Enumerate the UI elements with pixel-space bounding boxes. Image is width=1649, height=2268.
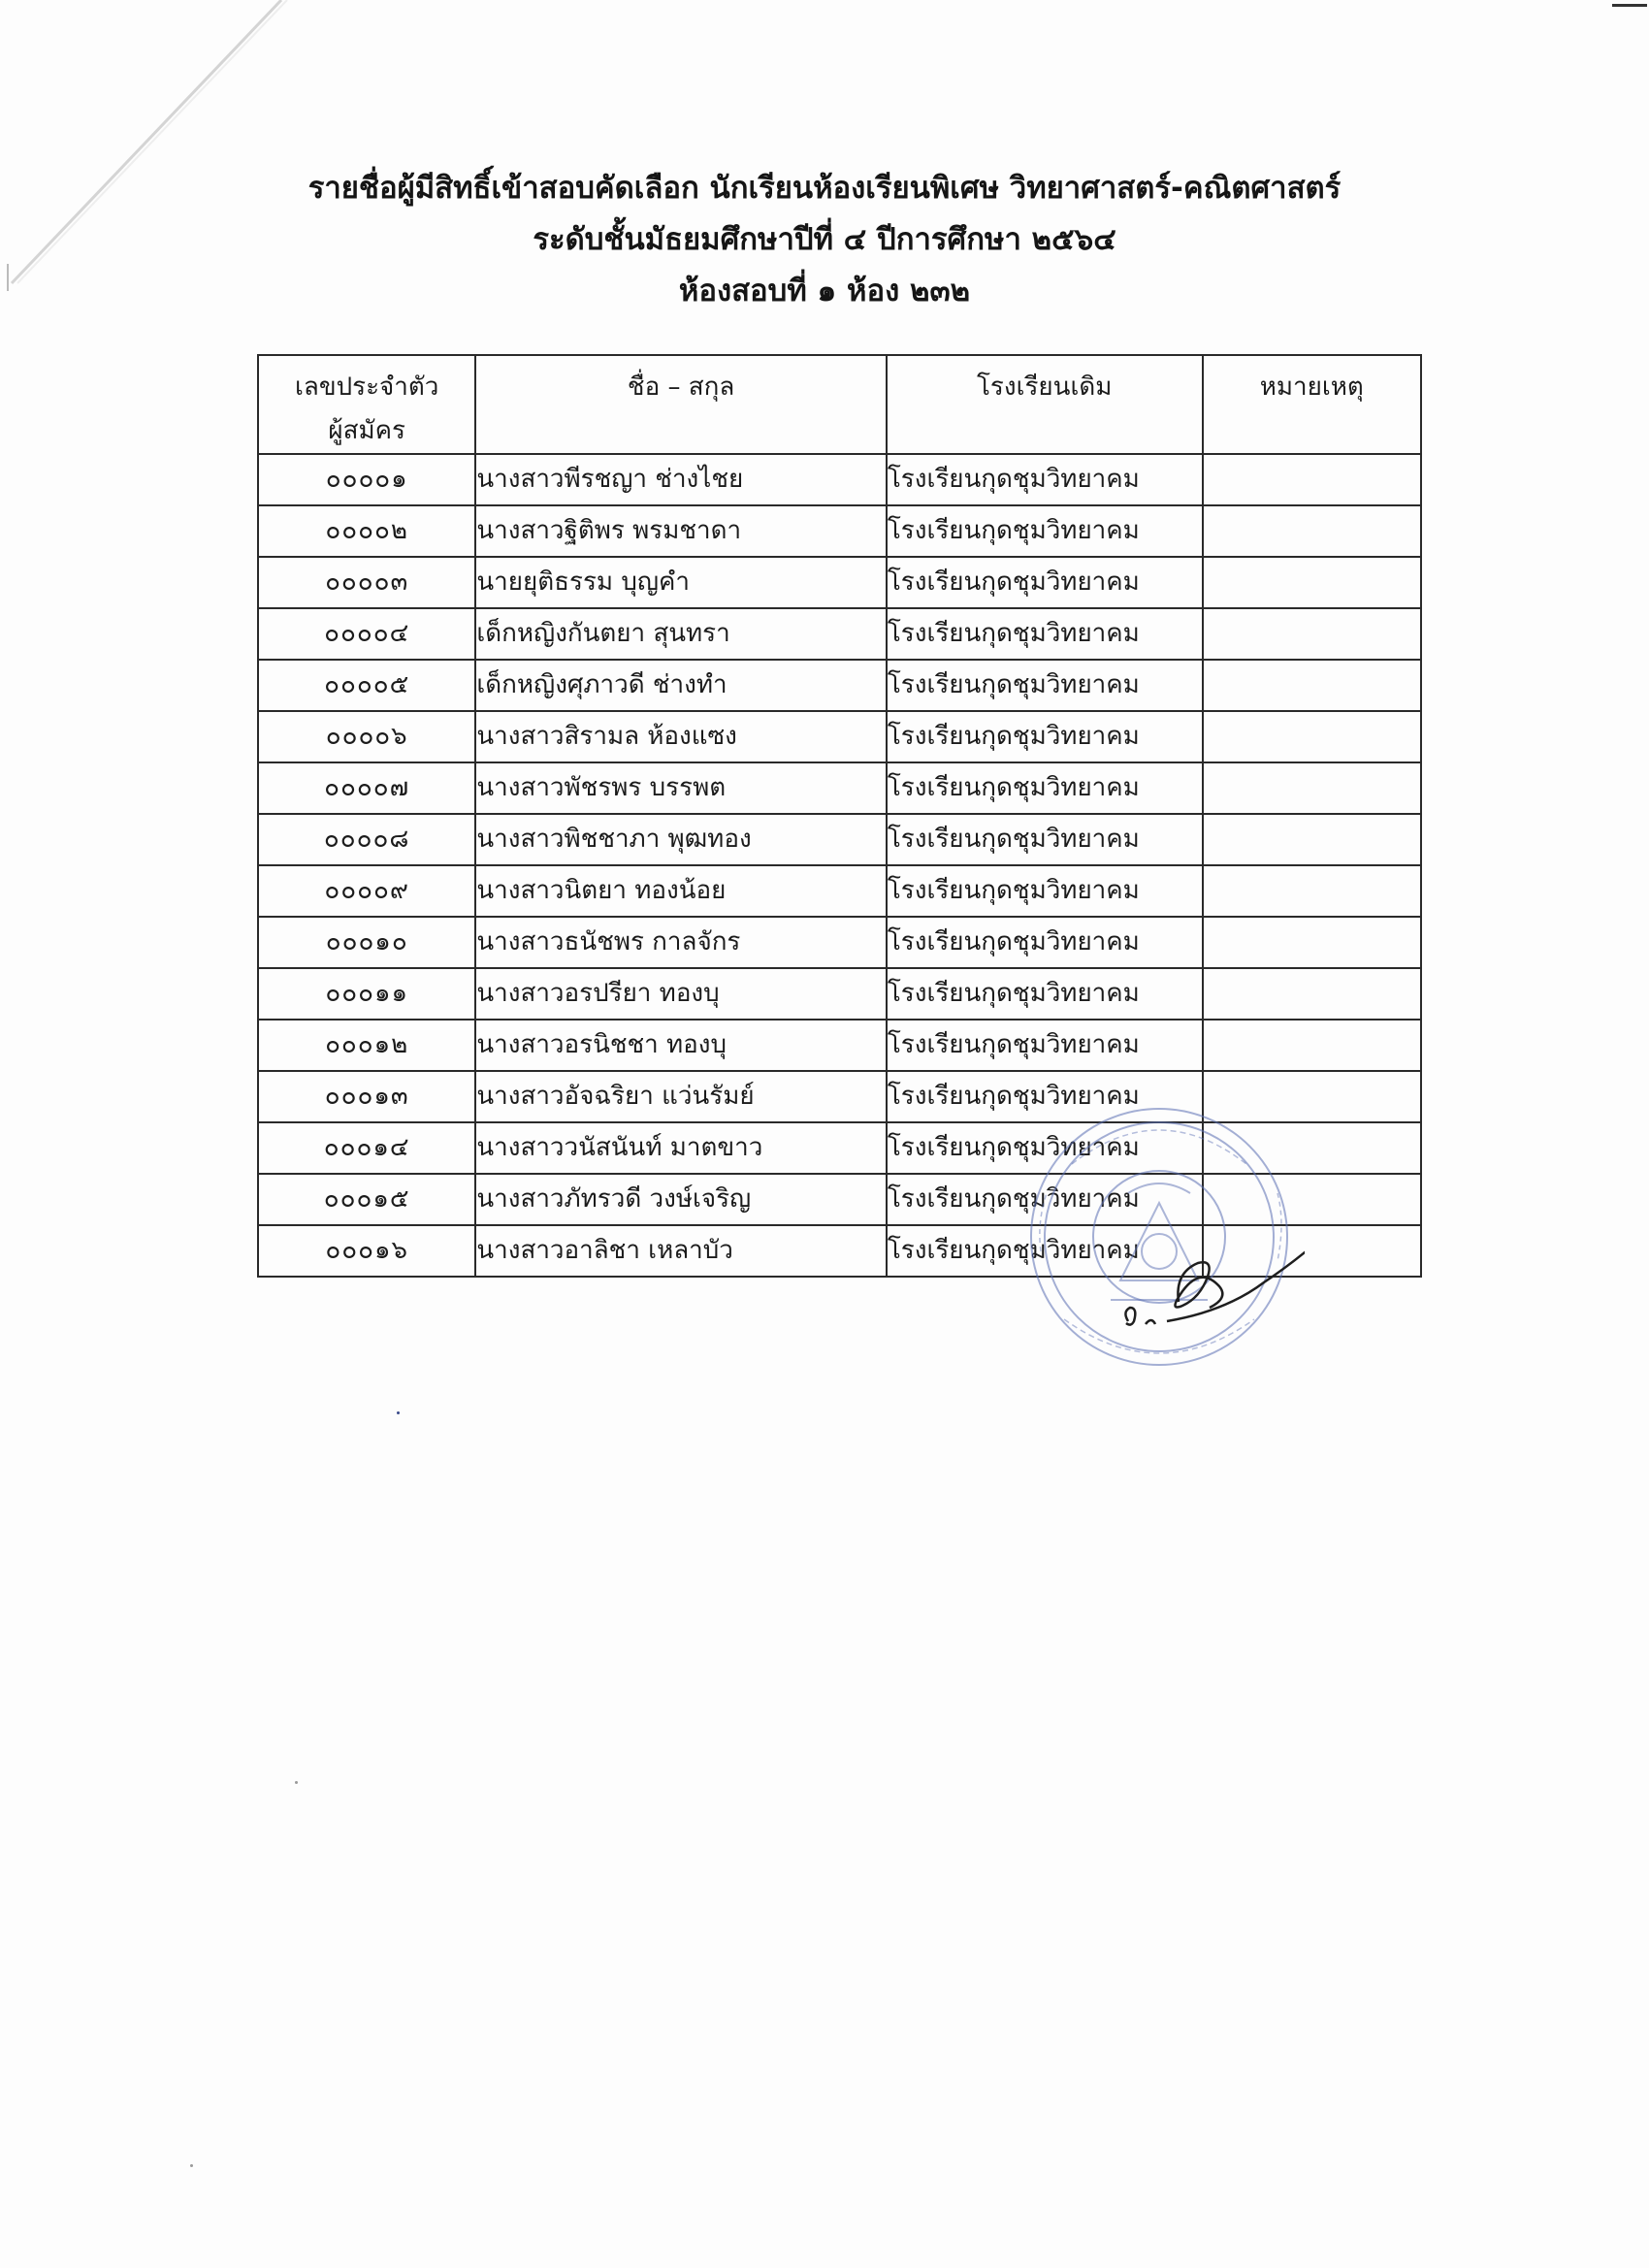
cell-name: นางสาวฐิติพร พรมชาดา: [475, 505, 886, 557]
table-row: [258, 557, 1421, 608]
cell-remark: [1203, 1225, 1421, 1277]
cell-name: นางสาวอรปรียา ทองบุ: [475, 968, 886, 1020]
cell-name: เด็กหญิงศุภาวดี ช่างทำ: [475, 660, 886, 711]
table-row: [258, 505, 1421, 557]
column-header-id-line1: เลขประจำตัว: [295, 373, 439, 402]
cell-remark: [1203, 1020, 1421, 1071]
cell-remark: [1203, 1122, 1421, 1174]
cell-id: ๐๐๐๑๓: [258, 1071, 475, 1122]
cell-remark: [1203, 505, 1421, 557]
cell-remark: [1203, 557, 1421, 608]
table-row: [258, 865, 1421, 917]
scan-speck: [295, 1781, 298, 1784]
table-row: [258, 917, 1421, 968]
table-header-row: [258, 355, 1421, 454]
column-header-id: [258, 355, 475, 454]
cell-id: ๐๐๐๐๕: [258, 660, 475, 711]
column-header-remark: หมายเหตุ: [1203, 355, 1421, 454]
table-row: [258, 660, 1421, 711]
cell-remark: [1203, 1174, 1421, 1225]
cell-id: ๐๐๐๑๒: [258, 1020, 475, 1071]
scan-edge-mark: [1612, 4, 1647, 7]
scan-speck: [397, 1411, 400, 1414]
cell-school: โรงเรียนกุดชุมวิทยาคม: [887, 505, 1203, 557]
cell-id: ๐๐๐๑๕: [258, 1174, 475, 1225]
cell-name: นางสาวอรนิชชา ทองบุ: [475, 1020, 886, 1071]
cell-remark: [1203, 814, 1421, 865]
table-row: [258, 1174, 1421, 1225]
cell-name: นางสาวพีรชญา ช่างไชย: [475, 454, 886, 505]
cell-id: ๐๐๐๐๓: [258, 557, 475, 608]
cell-remark: [1203, 660, 1421, 711]
cell-id: ๐๐๐๑๔: [258, 1122, 475, 1174]
cell-school: โรงเรียนกุดชุมวิทยาคม: [887, 557, 1203, 608]
column-header-school: โรงเรียนเดิม: [887, 355, 1203, 454]
cell-school: โรงเรียนกุดชุมวิทยาคม: [887, 814, 1203, 865]
column-header-id-line2: ผู้สมัคร: [328, 416, 405, 445]
cell-id: ๐๐๐๑๐: [258, 917, 475, 968]
cell-remark: [1203, 454, 1421, 505]
cell-id: ๐๐๐๐๑: [258, 454, 475, 505]
cell-name: นางสาวธนัชพร กาลจักร: [475, 917, 886, 968]
cell-school: โรงเรียนกุดชุมวิทยาคม: [887, 711, 1203, 762]
cell-school: โรงเรียนกุดชุมวิทยาคม: [887, 660, 1203, 711]
cell-name: นางสาวพิชชาภา พุฒทอง: [475, 814, 886, 865]
cell-school: โรงเรียนกุดชุมวิทยาคม: [887, 454, 1203, 505]
title-line-3: ห้องสอบที่ ๑ ห้อง ๒๓๒: [678, 274, 971, 308]
cell-id: ๐๐๐๐๔: [258, 608, 475, 660]
cell-name: นางสาวนิตยา ทองน้อย: [475, 865, 886, 917]
table-row: [258, 1071, 1421, 1122]
cell-id: ๐๐๐๐๙: [258, 865, 475, 917]
table-row: [258, 968, 1421, 1020]
cell-name: นางสาวพัชรพร บรรพต: [475, 762, 886, 814]
scan-speck: [190, 2164, 193, 2167]
cell-school: โรงเรียนกุดชุมวิทยาคม: [887, 1174, 1203, 1225]
table-row: [258, 454, 1421, 505]
cell-remark: [1203, 762, 1421, 814]
cell-remark: [1203, 865, 1421, 917]
cell-name: นางสาวภัทรวดี วงษ์เจริญ: [475, 1174, 886, 1225]
cell-name: นางสาวอัจฉริยา แว่นรัมย์: [475, 1071, 886, 1122]
title-line-1: รายชื่อผู้มีสิทธิ์เข้าสอบคัดเลือก นักเรียนห้องเรียนพิเศษ วิทยาศาสตร์-คณิตศาสตร์: [307, 171, 1342, 206]
cell-name: นางสาววนัสนันท์ มาตขาว: [475, 1122, 886, 1174]
cell-name: นายยุติธรรม บุญคำ: [475, 557, 886, 608]
table-row: [258, 1020, 1421, 1071]
cell-name: เด็กหญิงกันตยา สุนทรา: [475, 608, 886, 660]
cell-name: นางสาวอาลิชา เหลาบัว: [475, 1225, 886, 1277]
cell-school: โรงเรียนกุดชุมวิทยาคม: [887, 968, 1203, 1020]
cell-remark: [1203, 608, 1421, 660]
cell-school: โรงเรียนกุดชุมวิทยาคม: [887, 762, 1203, 814]
cell-remark: [1203, 1071, 1421, 1122]
cell-id: ๐๐๐๐๘: [258, 814, 475, 865]
candidate-table: [257, 354, 1422, 1278]
table-row: [258, 762, 1421, 814]
cell-remark: [1203, 917, 1421, 968]
cell-id: ๐๐๐๑๖: [258, 1225, 475, 1277]
cell-id: ๐๐๐๑๑: [258, 968, 475, 1020]
column-header-name: ชื่อ – สกุล: [475, 355, 886, 454]
cell-school: โรงเรียนกุดชุมวิทยาคม: [887, 1225, 1203, 1277]
cell-school: โรงเรียนกุดชุมวิทยาคม: [887, 917, 1203, 968]
cell-remark: [1203, 968, 1421, 1020]
cell-school: โรงเรียนกุดชุมวิทยาคม: [887, 1020, 1203, 1071]
cell-school: โรงเรียนกุดชุมวิทยาคม: [887, 1071, 1203, 1122]
cell-remark: [1203, 711, 1421, 762]
cell-id: ๐๐๐๐๖: [258, 711, 475, 762]
table-row: [258, 711, 1421, 762]
table-row: [258, 814, 1421, 865]
cell-id: ๐๐๐๐๗: [258, 762, 475, 814]
table-row: [258, 608, 1421, 660]
document-header: [194, 163, 1455, 317]
cell-school: โรงเรียนกุดชุมวิทยาคม: [887, 1122, 1203, 1174]
cell-id: ๐๐๐๐๒: [258, 505, 475, 557]
cell-school: โรงเรียนกุดชุมวิทยาคม: [887, 865, 1203, 917]
cell-name: นางสาวสิรามล ห้องแซง: [475, 711, 886, 762]
title-line-2: ระดับชั้นมัธยมศึกษาปีที่ ๔ ปีการศึกษา ๒๕๖๔: [533, 222, 1116, 257]
cell-school: โรงเรียนกุดชุมวิทยาคม: [887, 608, 1203, 660]
table-row: [258, 1225, 1421, 1277]
table-row: [258, 1122, 1421, 1174]
